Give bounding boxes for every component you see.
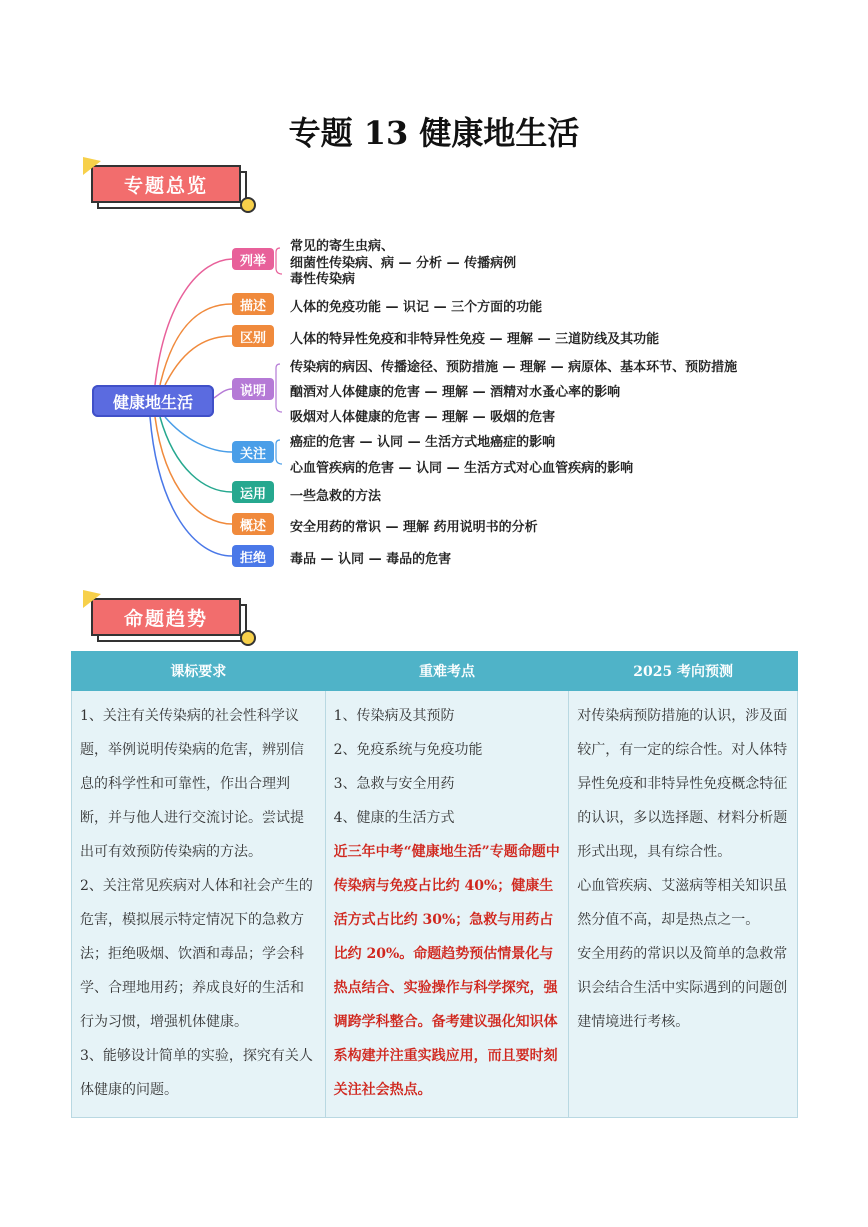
header-keypoints: 重难考点 (325, 652, 569, 691)
tag-describe: 描述 (232, 293, 274, 315)
tag-apply: 运用 (232, 481, 274, 503)
branch-summarize-line: 安全用药的常识 — 理解 药用说明书的分析 (290, 520, 538, 535)
keypoints-cell (325, 691, 569, 1118)
keypoint-item: 2、免疫系统与免疫功能 (333, 742, 483, 758)
standard-cell (72, 691, 326, 1118)
tag-attention: 关注 (232, 441, 274, 463)
tag-refuse: 拒绝 (232, 545, 274, 567)
forecast-item: 对传染病预防措施的认识，涉及面较广，有一定的综合性。对人体特异性免疫和非特异性免疫概念特征的认识，多以选择题、材料分析题形式出现，具有综合性。 (577, 708, 788, 860)
branch-explain-line: 传染病的病因、传播途径、预防措施 — 理解 — 病原体、基本环节、预防措施 (290, 360, 738, 375)
tag-summarize: 概述 (232, 513, 274, 535)
tag-explain: 说明 (232, 378, 274, 400)
page-title: 专题 13 健康地生活 (288, 114, 580, 152)
trend-banner (91, 598, 246, 640)
trend-table (71, 651, 798, 1118)
keypoint-item: 4、健康的生活方式 (333, 810, 455, 826)
forecast-item: 心血管疾病、艾滋病等相关知识虽然分值不高，却是热点之一。 (577, 878, 788, 928)
branch-distinguish-line: 人体的特异性免疫和非特异性免疫 — 理解 — 三道防线及其功能 (290, 332, 660, 347)
branch-list-line: 细菌性传染病、病 — 分析 — 传播病例 (290, 256, 517, 271)
mind-map (0, 0, 868, 600)
standard-item: 3、能够设计简单的实验，探究有关人体健康的问题。 (80, 1048, 313, 1098)
branch-list-line: 毒性传染病 (290, 272, 356, 287)
branch-describe-line: 人体的免疫功能 — 识记 — 三个方面的功能 (290, 300, 543, 315)
branch-explain-line: 酗酒对人体健康的危害 — 理解 — 酒精对水蚤心率的影响 (290, 385, 621, 400)
branch-attention-line: 癌症的危害 — 认同 — 生活方式地癌症的影响 (290, 435, 556, 450)
tag-list: 列举 (232, 248, 274, 270)
tag-distinguish: 区别 (232, 325, 274, 347)
forecast-item: 安全用药的常识以及简单的急救常识会结合生活中实际遇到的问题创建情境进行考核。 (577, 946, 788, 1030)
forecast-cell (569, 691, 798, 1118)
header-forecast: 2025 考向预测 (569, 652, 798, 691)
keypoint-item: 1、传染病及其预防 (333, 708, 455, 724)
branch-refuse-line: 毒品 — 认同 — 毒品的危害 (290, 552, 452, 567)
keypoint-highlight: 近三年中考“健康地生活”专题命题中传染病与免疫占比约 40%；健康生活方式占比约 30%；急救与用药占比约 20%。命题趋势预估情景化与热点结合、实验操作与科学探究，强调跨学科整合。备考建议强化知识体系构建并注重实践应用，而且要时刻关注社会热点。 (333, 844, 560, 1098)
header-standard: 课标要求 (72, 652, 326, 691)
branch-apply-line: 一些急救的方法 (290, 489, 382, 504)
branch-attention-line: 心血管疾病的危害 — 认同 — 生活方式对心血管疾病的影响 (290, 461, 634, 476)
standard-item: 1、关注有关传染病的社会性科学议题，举例说明传染病的危害，辨别信息的科学性和可靠性，作出合理判断，并与他人进行交流讨论。尝试提出可有效预防传染病的方法。 (80, 708, 304, 860)
branch-explain-line: 吸烟对人体健康的危害 — 理解 — 吸烟的危害 (290, 410, 556, 425)
coin-icon (240, 630, 256, 646)
overview-banner-label: 专题总览 (91, 165, 241, 203)
flag-icon (83, 590, 101, 608)
branch-list-line: 常见的寄生虫病、 (290, 239, 395, 254)
mind-map-root: 健康地生活 (92, 385, 214, 417)
keypoint-item: 3、急救与安全用药 (333, 776, 455, 792)
standard-item: 2、关注常见疾病对人体和社会产生的危害，模拟展示特定情况下的急救方法；拒绝吸烟、饮酒和毒品；学会科学、合理地用药；养成良好的生活和行为习惯，增强机体健康。 (80, 878, 313, 1030)
trend-banner-label: 命题趋势 (91, 598, 241, 636)
